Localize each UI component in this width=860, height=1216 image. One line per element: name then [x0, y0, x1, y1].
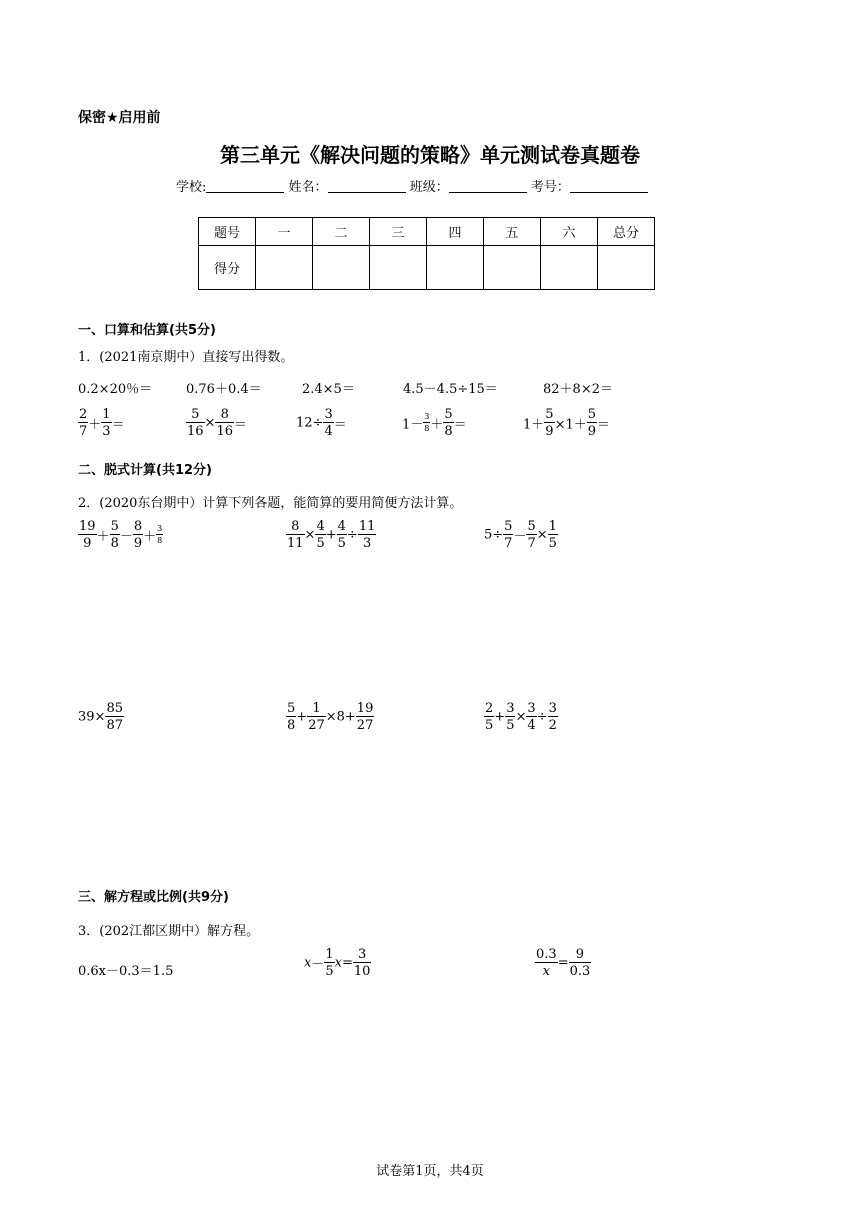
score-header-cell: 五: [484, 218, 541, 246]
section-2-heading: 二、脱式计算(共12分): [78, 463, 212, 478]
score-cell[interactable]: [427, 246, 484, 290]
score-cell[interactable]: [370, 246, 427, 290]
fraction: $\frac{1}{3}$: [102, 407, 111, 439]
q2-problem-6: $\frac{2}{5}$ + $\frac{3}{5}$ × $\frac{3}{4}$ ÷ $\frac{3}{2}$: [485, 701, 557, 733]
q1-item-6: $\frac{2}{7}$ ＋ $\frac{1}{3}$ ＝: [79, 407, 125, 439]
question-1-text: 1．(2021南京期中）直接写出得数。: [78, 350, 294, 365]
score-header-cell: 三: [370, 218, 427, 246]
fraction: $\frac{5}{7}$: [504, 519, 513, 551]
fraction: $\frac{8}{9}$: [133, 519, 143, 551]
fraction: $\frac{85}{87}$: [106, 701, 123, 733]
fraction: $\frac{1}{5}$: [325, 947, 334, 979]
fraction: $\frac{3}{8}$: [157, 524, 163, 545]
name-label: 姓名：: [288, 180, 328, 195]
question-2-text: 2．(2020东台期中）计算下列各题，能简算的要用简便方法计算。: [78, 496, 463, 511]
fraction: $\frac{3}{10}$: [353, 947, 371, 979]
fraction: $\frac{19}{27}$: [356, 701, 374, 733]
fraction: $\frac{8}{16}$: [216, 407, 233, 439]
score-table-score-row: [199, 246, 655, 290]
fraction: $\frac{5}{9}$: [587, 407, 597, 439]
fraction: $\frac{5}{7}$: [527, 519, 536, 551]
q1-item-8: 12÷ $\frac{3}{4}$ ＝: [296, 407, 347, 439]
q2-problem-5: $\frac{5}{8}$ + $\frac{1}{27}$ ×8+ $\frac{19}{27}$: [287, 701, 374, 733]
q3-equation-1: 0.6x－0.3＝1.5: [78, 964, 174, 979]
fraction: $\frac{3}{4}$: [324, 407, 333, 439]
name-blank[interactable]: [328, 178, 406, 193]
score-header-cell: 四: [427, 218, 484, 246]
score-table-header-row: [199, 218, 655, 246]
section-3-heading: 三、解方程或比例(共9分): [78, 890, 229, 905]
fraction: $\frac{4}{5}$: [316, 519, 325, 551]
score-cell[interactable]: [484, 246, 541, 290]
fraction: $\frac{3}{4}$: [527, 701, 536, 733]
score-header-cell: 六: [541, 218, 598, 246]
q1-item-10: 1＋ $\frac{5}{9}$ ×1＋ $\frac{5}{9}$ ＝: [523, 407, 611, 439]
q2-problem-1: $\frac{19}{9}$ ＋ $\frac{5}{8}$ － $\frac{8}{9}$ ＋ $\frac{3}{8}$: [79, 519, 163, 551]
school-label: 学校:: [176, 180, 207, 195]
fraction: $\frac{3}{8}$: [424, 412, 430, 433]
score-row-label: 得分: [199, 246, 256, 290]
q1-item-2: 0.76＋0.4＝: [186, 382, 262, 397]
fraction: $\frac{0.3}{x}$: [536, 947, 557, 979]
class-label: 班级：: [409, 180, 449, 195]
fraction: $\frac{1}{5}$: [548, 519, 557, 551]
fraction: $\frac{3}{2}$: [548, 701, 557, 733]
score-cell[interactable]: [313, 246, 370, 290]
q3-equation-2: x－ $\frac{1}{5}$ x= $\frac{3}{10}$: [304, 947, 371, 979]
q1-item-4: 4.5－4.5÷15＝: [403, 382, 498, 397]
fraction: $\frac{5}{9}$: [545, 407, 554, 439]
q3-equation-3: $\frac{0.3}{x}$ = $\frac{9}{0.3}$: [536, 947, 591, 979]
fraction: $\frac{5}{8}$: [444, 407, 453, 439]
fraction: $\frac{11}{3}$: [358, 519, 376, 551]
score-header-cell: 题号: [199, 218, 256, 246]
q2-problem-3: 5÷ $\frac{5}{7}$ － $\frac{5}{7}$ × $\frac{1}{5}$: [484, 519, 557, 551]
score-cell[interactable]: [256, 246, 313, 290]
score-header-cell: 一: [256, 218, 313, 246]
fraction: $\frac{5}{8}$: [287, 701, 296, 733]
q1-item-5: 82＋8×2＝: [543, 382, 613, 397]
fraction: $\frac{5}{8}$: [110, 519, 119, 551]
score-cell[interactable]: [598, 246, 655, 290]
school-blank[interactable]: [206, 178, 284, 193]
fraction: $\frac{5}{16}$: [187, 407, 204, 439]
score-header-cell: 总分: [598, 218, 655, 246]
fraction: $\frac{8}{11}$: [287, 519, 304, 551]
fraction: $\frac{19}{9}$: [79, 519, 96, 551]
student-info-line: [176, 176, 648, 195]
exam-number-label: 考号：: [530, 180, 570, 195]
score-header-cell: 二: [313, 218, 370, 246]
exam-number-blank[interactable]: [570, 178, 648, 193]
class-blank[interactable]: [449, 178, 527, 193]
q2-problem-4: 39× $\frac{85}{87}$: [78, 701, 123, 733]
score-cell[interactable]: [541, 246, 598, 290]
page-footer: 试卷第1页，共4页: [376, 1164, 484, 1179]
q1-item-1: 0.2×20％＝: [78, 382, 153, 397]
q1-item-9: 1－ $\frac{3}{8}$ ＋ $\frac{5}{8}$ ＝: [402, 407, 467, 439]
confidential-label: 保密★启用前: [78, 110, 161, 126]
q1-item-7: $\frac{5}{16}$ × $\frac{8}{16}$ ＝: [187, 407, 248, 439]
section-1-heading: 一、口算和估算(共5分): [78, 323, 216, 338]
fraction: $\frac{2}{5}$: [485, 701, 494, 733]
fraction: $\frac{3}{5}$: [506, 701, 515, 733]
fraction: $\frac{4}{5}$: [337, 519, 346, 551]
fraction: $\frac{9}{0.3}$: [569, 947, 591, 979]
page-title: 第三单元《解决问题的策略》单元测试卷真题卷: [220, 143, 640, 167]
q2-problem-2: $\frac{8}{11}$ × $\frac{4}{5}$ + $\frac{4}{5}$ ÷ $\frac{11}{3}$: [287, 519, 376, 551]
q1-item-3: 2.4×5＝: [302, 382, 355, 397]
fraction: $\frac{1}{27}$: [308, 701, 325, 733]
score-table: [198, 217, 655, 290]
question-3-text: 3．(202江都区期中）解方程。: [78, 924, 260, 939]
fraction: $\frac{2}{7}$: [79, 407, 88, 439]
